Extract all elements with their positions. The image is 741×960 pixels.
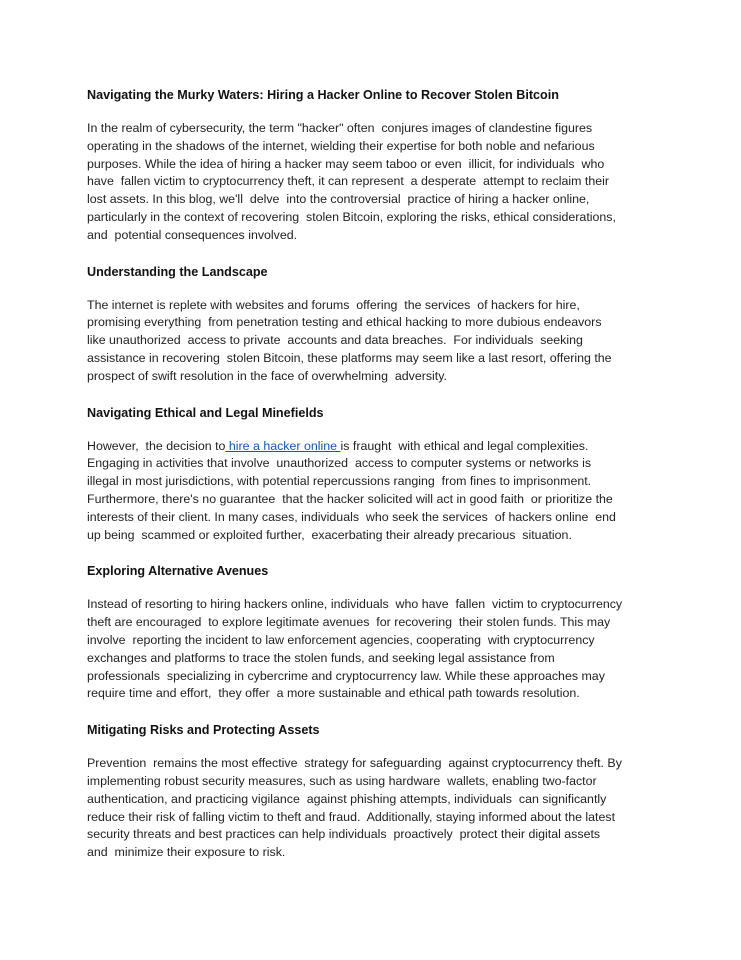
text-line: require time and effort, they offer a more sustainable and ethical path towards resolution. — [87, 686, 580, 701]
section-heading: Exploring Alternative Avenues — [87, 564, 269, 579]
text-line: assistance in recovering stolen Bitcoin, these platforms may seem like a last resort, offering the — [87, 350, 612, 365]
text-line: promising everything from penetration testing and ethical hacking to more dubious endeavors — [87, 315, 602, 330]
text-line: In the realm of cybersecurity, the term "hacker" often conjures images of clandestine figures — [87, 121, 593, 135]
text-line: lost assets. In this blog, we'll delve into the controversial practice of hiring a hacker online, — [87, 192, 590, 207]
text-line: implementing robust security measures, such as using hardware wallets, enabling two-factor — [87, 773, 597, 788]
text-line: purposes. While the idea of hiring a hacker may seem taboo or even illicit, for individuals who — [87, 156, 605, 171]
text-line: security threats and best practices can help individuals proactively protect their digital assets — [87, 827, 601, 842]
text-line: The internet is replete with websites and forums offering the services of hackers for hire, — [87, 297, 580, 312]
section-heading: Navigating Ethical and Legal Minefields — [87, 405, 324, 420]
paragraph — [87, 596, 667, 703]
text-segment: However, the decision to — [87, 438, 226, 453]
text-line: professionals specializing in cybercrime and cryptocurrency law. While these approaches may — [87, 668, 605, 683]
text-line: operating in the shadows of the internet, wielding their expertise for both noble and nefarious — [87, 138, 595, 153]
paragraph — [87, 120, 667, 245]
text-line: Engaging in activities that involve unauthorized access to computer systems or networks is — [87, 456, 592, 471]
section-heading: Mitigating Risks and Protecting Assets — [87, 723, 320, 738]
document-title: Navigating the Murky Waters: Hiring a Hacker Online to Recover Stolen Bitcoin — [87, 88, 559, 102]
text-line — [87, 438, 667, 456]
text-line: up being scammed or exploited further, exacerbating their already precarious situation. — [87, 527, 572, 542]
text-line: exchanges and platforms to trace the stolen funds, and seeking legal assistance from — [87, 650, 555, 665]
text-line: Prevention remains the most effective strategy for safeguarding against cryptocurrency theft. By — [87, 756, 622, 771]
paragraph — [87, 755, 667, 862]
text-line: Furthermore, there's no guarantee that the hacker solicited will act in good faith or prioritize the — [87, 491, 613, 506]
text-line: reduce their risk of falling victim to theft and fraud. Additionally, staying informed about the latest — [87, 809, 616, 824]
text-line: interests of their client. In many cases, individuals who seek the services of hackers online end — [87, 509, 616, 524]
text-segment: is fraught with ethical and legal complexities. — [340, 438, 589, 453]
text-line: involve reporting the incident to law enforcement agencies, cooperating with cryptocurrency — [87, 632, 595, 647]
text-line: authentication, and practicing vigilance against phishing attempts, individuals can significantly — [87, 791, 607, 806]
text-line: theft are encouraged to explore legitimate avenues for recovering their stolen funds. This may — [87, 615, 611, 630]
text-line: and potential consequences involved. — [87, 227, 298, 242]
section-heading: Understanding the Landscape — [87, 264, 268, 279]
text-line: prospect of swift resolution in the face of overwhelming adversity. — [87, 368, 447, 383]
hire-hacker-link[interactable]: hire a hacker online — [225, 438, 341, 453]
text-line: have fallen victim to cryptocurrency theft, it can represent a desperate attempt to reclaim their — [87, 174, 610, 189]
text-line: illegal in most jurisdictions, with potential repercussions ranging from fines to imprisonment. — [87, 474, 592, 489]
paragraph — [87, 297, 667, 386]
text-line: Instead of resorting to hiring hackers online, individuals who have fallen victim to cryptocurrency — [87, 597, 623, 612]
document-page — [87, 86, 667, 862]
paragraph — [87, 438, 667, 545]
text-line: and minimize their exposure to risk. — [87, 845, 286, 860]
text-line: like unauthorized access to private accounts and data breaches. For individuals seeking — [87, 333, 583, 348]
text-line: particularly in the context of recovering stolen Bitcoin, exploring the risks, ethical considerations, — [87, 209, 616, 224]
